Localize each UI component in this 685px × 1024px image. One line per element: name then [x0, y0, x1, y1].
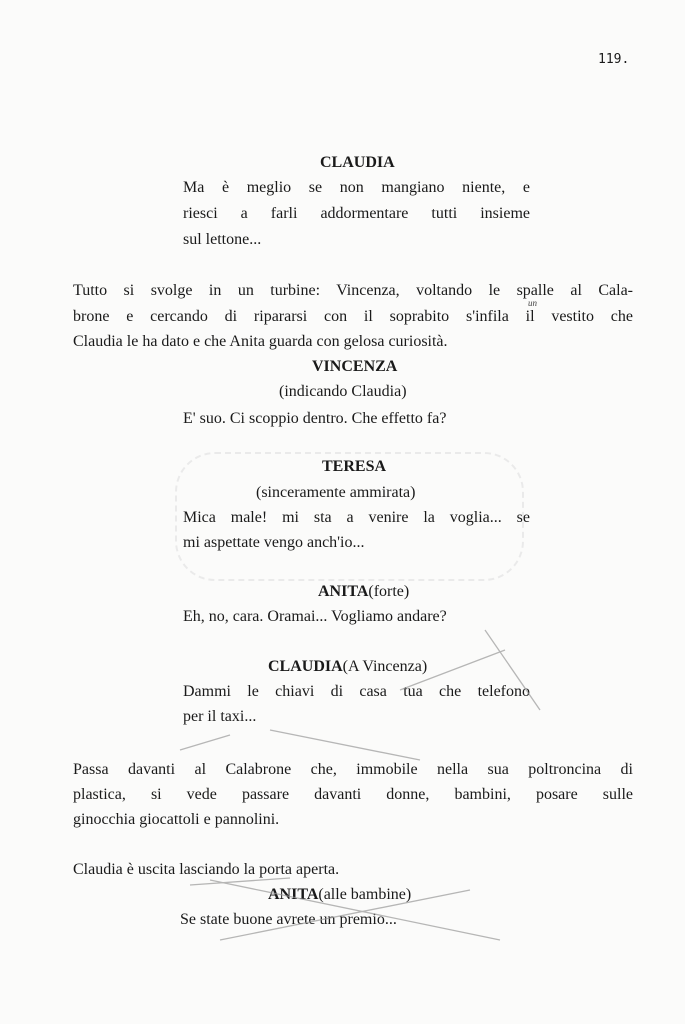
dialogue-line: per il taxi... — [183, 708, 257, 725]
speaker-name: VINCENZA — [312, 358, 398, 375]
stage-direction-line: Tutto si svolge in un turbine: Vincenza, voltando le spalle al Cala- — [73, 282, 633, 299]
speaker-line: CLAUDIA(A Vincenza) — [268, 658, 428, 675]
speaker-line: ANITA(forte) — [318, 583, 410, 600]
stage-direction-line: Claudia è uscita lasciando la porta aperta. — [73, 861, 340, 878]
stage-direction-line: ginocchia giocattoli e pannolini. — [73, 811, 280, 828]
dialogue-line: sul lettone... — [183, 231, 262, 248]
dialogue-line: Dammi le chiavi di casa tua che telefono — [183, 683, 530, 700]
speaker-name: CLAUDIA — [320, 154, 395, 171]
parenthetical: (indicando Claudia) — [279, 383, 407, 400]
dialogue-line: Ma è meglio se non mangiano niente, e — [183, 179, 530, 196]
dialogue-line: Eh, no, cara. Oramai... Vogliamo andare? — [183, 608, 447, 625]
stage-direction-line: Passa davanti al Calabrone che, immobile nella sua poltroncina di — [73, 761, 633, 778]
parenthetical: (sinceramente ammirata) — [256, 484, 416, 501]
stage-direction-line: Claudia le ha dato e che Anita guarda con gelosa curiosità. — [73, 333, 448, 350]
dialogue-line: E' suo. Ci scoppio dentro. Che effetto fa? — [183, 410, 447, 427]
speaker-name: TERESA — [322, 458, 387, 475]
speaker-line: ANITA(alle bambine) — [268, 886, 412, 903]
dialogue-line: riesci a farli addormentare tutti insieme — [183, 205, 530, 222]
page-number: 119. — [598, 52, 630, 67]
dialogue-line: mi aspettate vengo anch'io... — [183, 534, 365, 551]
dialogue-line: Mica male! mi sta a venire la voglia... se — [183, 509, 530, 526]
stage-direction-line: plastica, si vede passare davanti donne, bambini, posare sulle — [73, 786, 633, 803]
dialogue-line: Se state buone avrete un premio... — [180, 911, 397, 928]
handwritten-correction: un — [528, 298, 537, 308]
stage-direction-line: brone e cercando di ripararsi con il soprabito s'infila il vestito che — [73, 308, 633, 325]
